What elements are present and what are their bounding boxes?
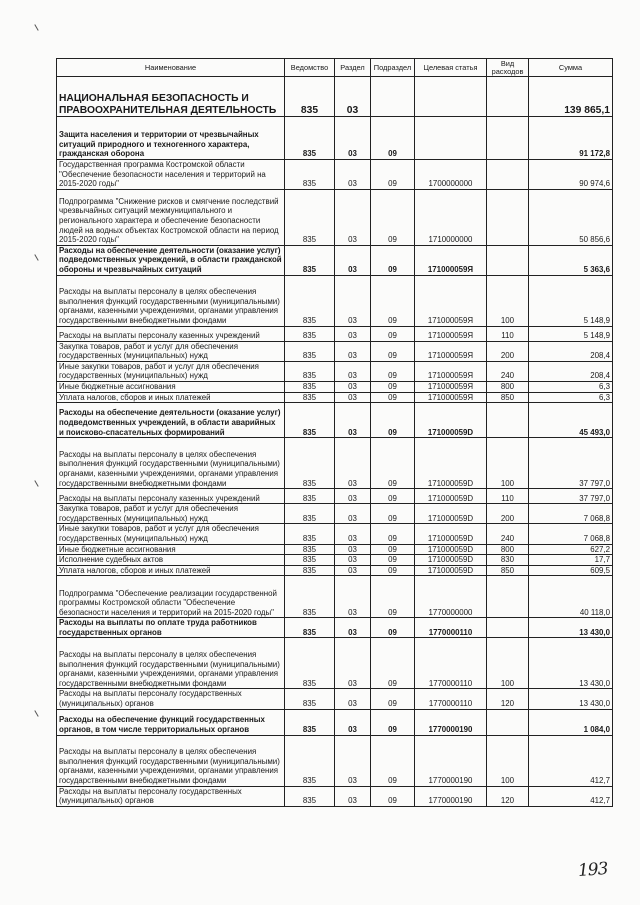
row-expense-type [487, 77, 529, 117]
row-expense-type [487, 117, 529, 160]
row-department: 835 [285, 341, 335, 361]
table-row [57, 361, 613, 381]
header-expense-type: Вид расходов [487, 59, 529, 77]
row-target-article: 171000059Я [415, 275, 487, 326]
row-name: Иные бюджетные ассигнования [57, 544, 285, 555]
row-department: 835 [285, 576, 335, 618]
row-subsection: 09 [371, 504, 415, 524]
row-department: 835 [285, 189, 335, 245]
row-section: 03 [335, 392, 371, 403]
row-section: 03 [335, 160, 371, 190]
table-row [57, 618, 613, 638]
row-section: 03 [335, 245, 371, 275]
row-subsection: 09 [371, 576, 415, 618]
row-subsection: 09 [371, 381, 415, 392]
row-name: Расходы на обеспечение деятельности (оказание услуг) подведомственных учреждений, в области гражданской обороны и чрезвычайных ситуаций [57, 245, 285, 275]
row-target-article [415, 117, 487, 160]
row-department: 835 [285, 381, 335, 392]
row-section: 03 [335, 638, 371, 689]
row-department: 835 [285, 638, 335, 689]
row-section: 03 [335, 504, 371, 524]
row-section: 03 [335, 275, 371, 326]
row-name: Расходы на выплаты персоналу государственных (муниципальных) органов [57, 689, 285, 709]
table-row [57, 565, 613, 576]
row-target-article: 1770000110 [415, 618, 487, 638]
row-amount: 609,5 [529, 565, 613, 576]
row-subsection: 09 [371, 245, 415, 275]
row-section: 03 [335, 565, 371, 576]
row-expense-type [487, 160, 529, 190]
header-target-article: Целевая статья [415, 59, 487, 77]
table-row [57, 504, 613, 524]
row-subsection: 09 [371, 786, 415, 806]
table-row [57, 489, 613, 504]
row-name: Иные бюджетные ассигнования [57, 381, 285, 392]
row-expense-type: 850 [487, 565, 529, 576]
table-row [57, 117, 613, 160]
row-name: Иные закупки товаров, работ и услуг для обеспечения государственных (муниципальных) нужд [57, 361, 285, 381]
table-row [57, 709, 613, 735]
row-department: 835 [285, 735, 335, 786]
row-name: Закупка товаров, работ и услуг для обеспечения государственных (муниципальных) нужд [57, 341, 285, 361]
row-department: 835 [285, 618, 335, 638]
row-target-article: 1770000190 [415, 735, 487, 786]
header-subsection: Подраздел [371, 59, 415, 77]
row-expense-type: 830 [487, 555, 529, 566]
row-expense-type [487, 709, 529, 735]
table-row [57, 689, 613, 709]
row-amount: 13 430,0 [529, 689, 613, 709]
table-row [57, 786, 613, 806]
row-expense-type: 110 [487, 489, 529, 504]
row-expense-type: 100 [487, 735, 529, 786]
row-subsection: 09 [371, 544, 415, 555]
scan-mark [34, 710, 38, 717]
row-target-article: 171000059D [415, 524, 487, 544]
row-subsection [371, 77, 415, 117]
row-name: Расходы на выплаты персоналу казенных учреждений [57, 489, 285, 504]
row-amount: 45 493,0 [529, 403, 613, 438]
row-target-article: 1700000000 [415, 160, 487, 190]
row-department: 835 [285, 361, 335, 381]
row-name: Уплата налогов, сборов и иных платежей [57, 565, 285, 576]
row-section: 03 [335, 709, 371, 735]
row-amount: 7 068,8 [529, 524, 613, 544]
table-row [57, 638, 613, 689]
row-amount: 208,4 [529, 341, 613, 361]
row-amount: 6,3 [529, 392, 613, 403]
row-target-article: 171000059D [415, 403, 487, 438]
row-amount: 5 148,9 [529, 275, 613, 326]
row-amount: 627,2 [529, 544, 613, 555]
row-amount: 7 068,8 [529, 504, 613, 524]
row-target-article: 171000059D [415, 489, 487, 504]
row-expense-type: 240 [487, 524, 529, 544]
row-subsection: 09 [371, 709, 415, 735]
row-department: 835 [285, 245, 335, 275]
row-section: 03 [335, 403, 371, 438]
row-subsection: 09 [371, 555, 415, 566]
table-row [57, 189, 613, 245]
table-row [57, 245, 613, 275]
row-subsection: 09 [371, 565, 415, 576]
row-department: 835 [285, 275, 335, 326]
row-target-article: 171000059Я [415, 381, 487, 392]
table-row [57, 326, 613, 341]
table-row [57, 555, 613, 566]
scan-mark [34, 254, 38, 261]
row-expense-type [487, 618, 529, 638]
row-name: Иные закупки товаров, работ и услуг для обеспечения государственных (муниципальных) нужд [57, 524, 285, 544]
row-expense-type: 850 [487, 392, 529, 403]
row-subsection: 09 [371, 392, 415, 403]
row-section: 03 [335, 326, 371, 341]
table-row [57, 341, 613, 361]
table-row [57, 438, 613, 489]
row-amount: 1 084,0 [529, 709, 613, 735]
header-amount: Сумма [529, 59, 613, 77]
row-expense-type: 120 [487, 689, 529, 709]
row-amount: 6,3 [529, 381, 613, 392]
row-amount: 37 797,0 [529, 489, 613, 504]
header-section: Раздел [335, 59, 371, 77]
row-amount: 13 430,0 [529, 618, 613, 638]
row-subsection: 09 [371, 618, 415, 638]
row-amount: 208,4 [529, 361, 613, 381]
row-amount: 5 363,6 [529, 245, 613, 275]
row-department: 835 [285, 555, 335, 566]
table-row [57, 544, 613, 555]
row-subsection: 09 [371, 489, 415, 504]
row-section: 03 [335, 438, 371, 489]
row-section: 03 [335, 524, 371, 544]
row-expense-type [487, 245, 529, 275]
row-department: 835 [285, 117, 335, 160]
row-target-article: 171000059Я [415, 341, 487, 361]
table-row [57, 576, 613, 618]
row-amount: 50 856,6 [529, 189, 613, 245]
row-amount: 40 118,0 [529, 576, 613, 618]
row-department: 835 [285, 504, 335, 524]
row-target-article: 171000059Я [415, 245, 487, 275]
row-name: Расходы на выплаты персоналу в целях обеспечения выполнения функций государственными (муниципальными) органами, казенными учреждениями, органами управления государственными внебюджетными фондами [57, 275, 285, 326]
row-expense-type: 200 [487, 504, 529, 524]
row-target-article: 1770000190 [415, 786, 487, 806]
row-department: 835 [285, 524, 335, 544]
row-department: 835 [285, 326, 335, 341]
table-header-row [57, 59, 613, 77]
row-department: 835 [285, 565, 335, 576]
table-row [57, 524, 613, 544]
row-section: 03 [335, 361, 371, 381]
row-name: Расходы на выплаты по оплате труда работников государственных органов [57, 618, 285, 638]
row-amount: 17,7 [529, 555, 613, 566]
row-name: Закупка товаров, работ и услуг для обеспечения государственных (муниципальных) нужд [57, 504, 285, 524]
row-name: Расходы на обеспечение функций государственных органов, в том числе территориальных органов [57, 709, 285, 735]
row-target-article: 171000059Я [415, 326, 487, 341]
row-expense-type: 110 [487, 326, 529, 341]
row-department: 835 [285, 403, 335, 438]
row-department: 835 [285, 438, 335, 489]
row-name: Уплата налогов, сборов и иных платежей [57, 392, 285, 403]
row-department: 835 [285, 544, 335, 555]
row-name: Расходы на выплаты персоналу государственных (муниципальных) органов [57, 786, 285, 806]
row-section: 03 [335, 555, 371, 566]
row-amount: 13 430,0 [529, 638, 613, 689]
row-department: 835 [285, 392, 335, 403]
row-subsection: 09 [371, 361, 415, 381]
row-target-article: 1770000110 [415, 689, 487, 709]
row-amount: 37 797,0 [529, 438, 613, 489]
table-body [57, 77, 613, 807]
row-section: 03 [335, 689, 371, 709]
row-target-article: 171000059D [415, 565, 487, 576]
table-row [57, 403, 613, 438]
row-department: 835 [285, 786, 335, 806]
scan-mark [34, 24, 38, 31]
row-expense-type: 100 [487, 638, 529, 689]
row-amount: 5 148,9 [529, 326, 613, 341]
row-name: Защита населения и территории от чрезвычайных ситуаций природного и техногенного характера, гражданская оборона [57, 117, 285, 160]
row-section: 03 [335, 189, 371, 245]
row-target-article: 171000059Я [415, 361, 487, 381]
table-row [57, 392, 613, 403]
table-row [57, 160, 613, 190]
row-section: 03 [335, 341, 371, 361]
row-target-article: 171000059D [415, 438, 487, 489]
row-department: 835 [285, 489, 335, 504]
row-subsection: 09 [371, 189, 415, 245]
row-name: Расходы на выплаты персоналу в целях обеспечения выполнения функций государственными (муниципальными) органами, казенными учреждениями, органами управления государственными внебюджетными фондами [57, 438, 285, 489]
row-name: Подпрограмма "Снижение рисков и смягчение последствий чрезвычайных ситуаций межмуниципального и регионального характера и обеспечение безопасности людей на водных объектах Костромской области на период 2015-2020 годы" [57, 189, 285, 245]
row-expense-type [487, 189, 529, 245]
row-subsection: 09 [371, 403, 415, 438]
row-expense-type: 240 [487, 361, 529, 381]
row-name: Подпрограмма "Обеспечение реализации государственной программы Костромской области "Обеспечение безопасности населения и территорий на 2015-2020 годы" [57, 576, 285, 618]
row-subsection: 09 [371, 160, 415, 190]
row-target-article: 171000059D [415, 504, 487, 524]
row-subsection: 09 [371, 275, 415, 326]
row-expense-type: 200 [487, 341, 529, 361]
row-name: Государственная программа Костромской области "Обеспечение безопасности населения и территорий на 2015-2020 годы" [57, 160, 285, 190]
row-section: 03 [335, 117, 371, 160]
row-department: 835 [285, 689, 335, 709]
page-number: 193 [577, 858, 609, 882]
row-section: 03 [335, 77, 371, 117]
row-name: Расходы на выплаты персоналу казенных учреждений [57, 326, 285, 341]
table-row [57, 275, 613, 326]
row-expense-type: 100 [487, 438, 529, 489]
row-target-article: 171000059D [415, 555, 487, 566]
row-department: 835 [285, 77, 335, 117]
row-subsection: 09 [371, 735, 415, 786]
table-row [57, 77, 613, 117]
row-expense-type [487, 403, 529, 438]
row-subsection: 09 [371, 689, 415, 709]
row-name: Исполнение судебных актов [57, 555, 285, 566]
row-subsection: 09 [371, 117, 415, 160]
row-expense-type [487, 576, 529, 618]
row-target-article [415, 77, 487, 117]
row-target-article: 171000059D [415, 544, 487, 555]
row-name: НАЦИОНАЛЬНАЯ БЕЗОПАСНОСТЬ И ПРАВООХРАНИТЕЛЬНАЯ ДЕЯТЕЛЬНОСТЬ [57, 77, 285, 117]
row-section: 03 [335, 489, 371, 504]
row-expense-type: 100 [487, 275, 529, 326]
table-row [57, 735, 613, 786]
row-target-article: 1770000190 [415, 709, 487, 735]
row-subsection: 09 [371, 438, 415, 489]
row-section: 03 [335, 544, 371, 555]
row-expense-type: 800 [487, 544, 529, 555]
scan-mark [34, 480, 38, 487]
row-section: 03 [335, 576, 371, 618]
row-amount: 91 172,8 [529, 117, 613, 160]
row-amount: 412,7 [529, 786, 613, 806]
row-expense-type: 800 [487, 381, 529, 392]
row-department: 835 [285, 160, 335, 190]
row-section: 03 [335, 381, 371, 392]
row-subsection: 09 [371, 638, 415, 689]
row-target-article: 1710000000 [415, 189, 487, 245]
row-section: 03 [335, 618, 371, 638]
row-amount: 139 865,1 [529, 77, 613, 117]
budget-table [56, 58, 613, 807]
row-name: Расходы на обеспечение деятельности (оказание услуг) подведомственных учреждений, в области аварийных и поисково-спасательных формирований [57, 403, 285, 438]
row-department: 835 [285, 709, 335, 735]
row-subsection: 09 [371, 326, 415, 341]
row-subsection: 09 [371, 524, 415, 544]
row-name: Расходы на выплаты персоналу в целях обеспечения выполнения функций государственными (муниципальными) органами, казенными учреждениями, органами управления государственными внебюджетными фондами [57, 638, 285, 689]
header-name: Наименование [57, 59, 285, 77]
row-section: 03 [335, 786, 371, 806]
row-expense-type: 120 [487, 786, 529, 806]
header-department: Ведомство [285, 59, 335, 77]
row-target-article: 1770000110 [415, 638, 487, 689]
row-subsection: 09 [371, 341, 415, 361]
row-name: Расходы на выплаты персоналу в целях обеспечения выполнения функций государственными (муниципальными) органами, казенными учреждениями, органами управления государственными внебюджетными фондами [57, 735, 285, 786]
row-target-article: 171000059Я [415, 392, 487, 403]
row-amount: 412,7 [529, 735, 613, 786]
row-amount: 90 974,6 [529, 160, 613, 190]
row-section: 03 [335, 735, 371, 786]
table-row [57, 381, 613, 392]
row-target-article: 1770000000 [415, 576, 487, 618]
